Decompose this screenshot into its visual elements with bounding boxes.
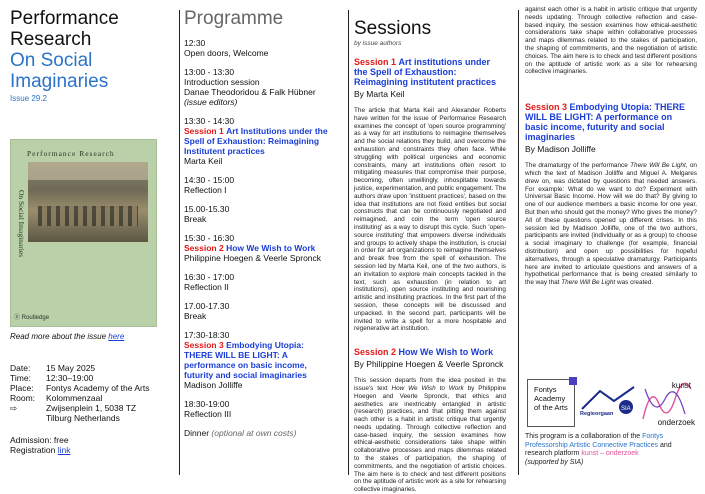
- programme-dinner: Dinner (optional at own costs): [184, 428, 297, 438]
- programme-item: 16:30 - 17:00 Reflection II: [184, 272, 235, 292]
- divider-1: [179, 10, 180, 475]
- sia-logo: SIA Regieorgaan: [580, 385, 640, 427]
- read-more-link[interactable]: here: [108, 332, 125, 341]
- info-row: Tilburg Netherlands: [46, 413, 120, 423]
- cover-journal-name: Performance Research: [27, 149, 115, 158]
- programme-item: 18:30-19:00 Reflection III: [184, 399, 232, 419]
- fontys-logo: Fontys Academy of the Arts: [527, 379, 575, 427]
- session-2-description-start: This session departs from the idea posited in the issue's text How We Wish to Work by Philippine Hoegen and Veerle Spronck, that ethics and aesthetics are inextricably entangled in artistic (research) practices, and that pitting them against each other is a habit in artistic critique that urgently needs updating. Through collective reflection and case-based inquiry, the session examines how ethical-aesthetic considerations take shape within collaborative processes and maps dilemmas related to the stakes of participation, the shaping of commitments, and the negotiation of artistic choices. The aim here is to check and test different positions on the aptitude of artistic work as a site for rehearsing collective imaginaries.: [354, 377, 506, 494]
- journal-title-line-1: Performance: [10, 8, 119, 29]
- issue-theme-line-2: Imaginaries: [10, 71, 109, 92]
- divider-2: [348, 10, 349, 475]
- sessions-subheading: by issue authors: [354, 40, 402, 47]
- kunst-onderzoek-logo: kunst onderzoek: [641, 379, 697, 429]
- programme-item-session-3: 17:30-18:30 Session 3 Embodying Utopia: THERE WILL BE LIGHT: A performance on basic income, futurity and social imaginaries Madison Jolliffe: [184, 330, 307, 390]
- partner-logos: [525, 379, 697, 431]
- programme-item: 17.00-17.30 Break: [184, 301, 230, 321]
- publisher-logo: Ⓡ Routledge: [14, 315, 50, 321]
- session-3-author: By Madison Jolliffe: [525, 144, 596, 155]
- cover-spine-title: On Social Imaginaries: [17, 190, 26, 258]
- programme-item: 14:30 - 15:00 Reflection I: [184, 175, 235, 195]
- admission-block: Admission: free Registration link: [10, 435, 170, 455]
- info-row: ⇨ Zwijsenplein 1, 5038 TZ: [10, 403, 137, 413]
- programme-item-session-1: 13:30 - 14:30 Session 1 Art Institutions under the Spell of Exhaustion: Reimagining Institutent practices Marta Keil: [184, 116, 328, 166]
- programme-item: 12:30 Open doors, Welcome: [184, 38, 269, 58]
- issue-number: Issue 29.2: [10, 94, 47, 103]
- journal-cover-image[interactable]: [10, 139, 157, 327]
- session-2-author: By Philippine Hoegen & Veerle Spronck: [354, 359, 504, 370]
- session-2-title: Session 2 How We Wish to Work: [354, 347, 494, 358]
- session-1-description: The article that Marta Keil and Alexander Roberts have written for the issue of Performance Research examines the concept of 'open source programming' as a way for art institutions to reimagine themselves and the social relations they build, and overcome the exhaustion and constraints they often face. While struggling with political urgencies and economic constraints, many art institutions often resort to mitigating measures that compromise their purpose, becoming, often unwillingly, inhospitable towards justice, experimentation, and public engagement. The authors draw upon 'instituent practices', based on the idea that institutions are not fixed entities but social constructs that can be continuously negotiated and reimagined, and coin the term 'open source instituting' as a way to disrupt this cycle. Such 'open-source instituting' that empowers diverse individuals and groups to actively shape the institution, is crucial in order for art organizations to reimagine themselves and break free from the spell of exhaustion. The session led by Marta Keil, one of the two authors, is an invitation to explore main concepts tackled in the text, such as exhaustion (in relation to art institutions), open source instituting and nourishing artistic and instituting practices. In the first part of the session, these concepts will be discussed and unpacked. In the second part, participants will be invited to write a spell for a more hospitable and regenerative art institution.: [354, 107, 506, 333]
- session-3-title: Session 3 Embodying Utopia: THERE WILL BE LIGHT: A performance on basic income, futurity and social imaginaries: [525, 102, 686, 143]
- programme-item: 15.00-15.30 Break: [184, 204, 230, 224]
- sessions-column: [354, 18, 506, 494]
- event-info-column: [10, 8, 170, 477]
- programme-item: 13:00 - 13:30 Introduction session Danae Theodoridou & Falk Hübner (issue editors): [184, 67, 316, 107]
- admission-text: Admission: free: [10, 435, 69, 445]
- cover-photo: [28, 162, 148, 242]
- registration-link[interactable]: link: [57, 445, 71, 455]
- read-more-text: Read more about the issue here: [10, 332, 125, 341]
- session-1-title: Session 1 Art institutions under the Spell of Exhaustion: Reimagining institutent practices: [354, 57, 497, 87]
- svg-text:SIA: SIA: [621, 406, 631, 412]
- collaboration-note: This program is a collaboration of the Fontys Professorship Artistic Connective Practices and research platform kunst – onderzoek (supported by SIA): [525, 433, 672, 466]
- info-row: Room: Kolommenzaal: [10, 393, 103, 403]
- sessions-heading: Sessions: [354, 18, 432, 39]
- programme-item-session-2: 15:30 - 16:30 Session 2 How We Wish to Work Philippine Hoegen & Veerle Spronck: [184, 233, 322, 263]
- programme-column: [184, 8, 334, 477]
- info-row: Place: Fontys Academy of the Arts: [10, 383, 150, 393]
- info-row: Date: 15 May 2025: [10, 363, 96, 373]
- session-1-author: By Marta Keil: [354, 89, 405, 99]
- session-2-description-continued: against each other is a habit in artistic critique that urgently needs updating. Through collective reflection and case-based inquiry, the session examines how ethical-aesthetic considerations take shape within collaborative processes and maps dilemmas related to the stakes of participation, the shaping of commitments, and the negotiation of artistic choices. The aim here is to check and test different positions on the aptitude of artistic work as a site for rehearsing collective imaginaries.: [525, 6, 697, 76]
- info-row: Time: 12:30–19:00: [10, 373, 94, 383]
- event-details: [10, 363, 149, 423]
- journal-title-line-2: Research: [10, 29, 92, 50]
- issue-theme-line-1: On Social: [10, 50, 93, 71]
- programme-heading: Programme: [184, 8, 284, 29]
- divider-3: [518, 10, 519, 475]
- session-3-description: The dramaturgy of the performance There Will Be Light, on which the text of Madison Jolliffe and Miguel A. Melgares drew on, was dictated by questions that needed answers. For example: What do we want to do? Experiment with Universal Basic Income. How will we do that? By giving to one of our audience members a basic income for one year. But then who should get the money? Who gives the money? All of these questions opened up different crises. In this session led by Madison Jolliffe, one of the two authors, participants are invited (individually or as a group) to choose a social imaginary to challenge (for example, financial distribution) and open up possibilities for hopeful alternatives, through a speculative dramaturgy. Participants here are invited to articulate questions and answers of a hypothetical performance that is being created similarly to the way that There Will Be Light was created.: [525, 162, 697, 287]
